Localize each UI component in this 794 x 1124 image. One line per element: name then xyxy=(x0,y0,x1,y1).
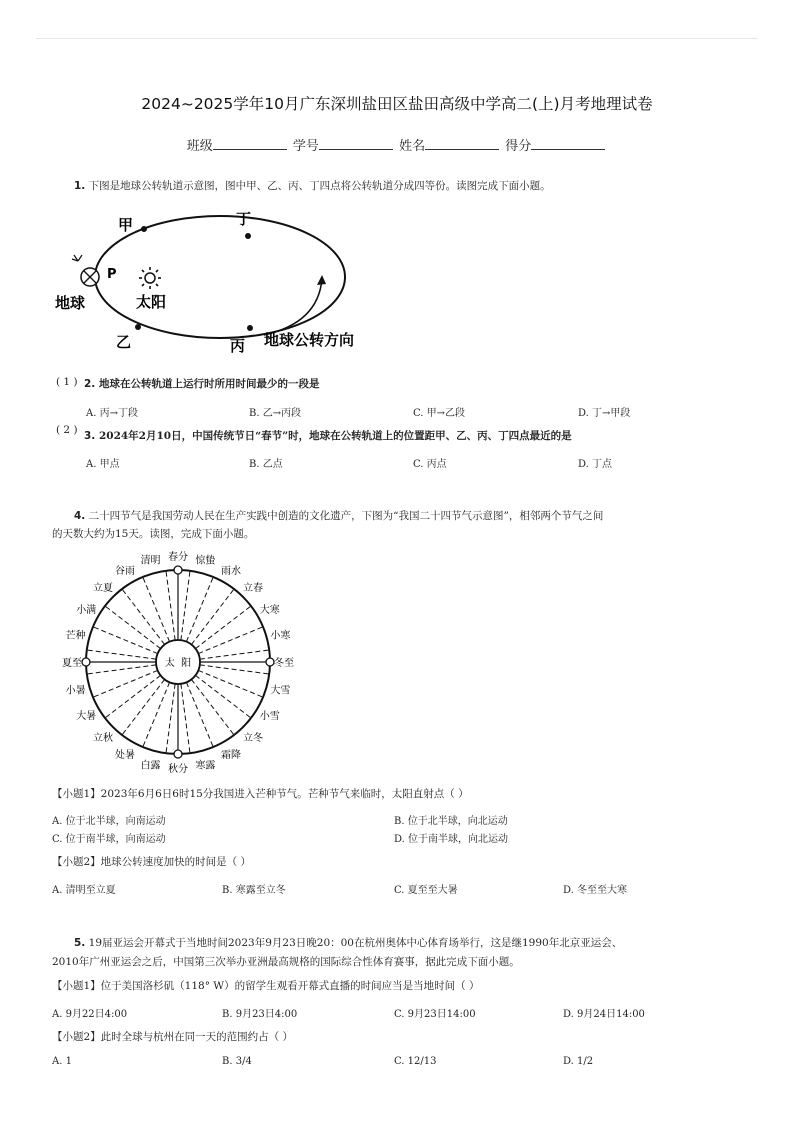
wheel-spoke xyxy=(186,682,213,747)
label-ding: 丁 xyxy=(236,210,252,228)
id-label: 学号 xyxy=(292,139,319,154)
q1-number: 1. xyxy=(74,180,86,192)
q4-s1-option-a[interactable]: A. 位于北半球，向南运动 xyxy=(52,816,166,827)
q1-stem xyxy=(74,177,551,195)
solar-term-label: 霜降 xyxy=(221,749,241,761)
label-yi: 乙 xyxy=(116,333,132,351)
q4-stem-line1 xyxy=(74,507,603,525)
wheel-spoke xyxy=(87,665,156,674)
wheel-spoke xyxy=(93,670,158,697)
id-blank[interactable] xyxy=(319,137,393,150)
q5-s1-stem: 【小题1】位于美国洛杉矶（118° W）的留学生观看开幕式直播的时间应当是当地时间（ ） xyxy=(52,980,480,992)
q3-option-a[interactable]: A. 甲点 xyxy=(86,459,120,470)
q4-s2-option-a[interactable]: A. 清明至立夏 xyxy=(52,885,116,896)
solar-term-label: 秋分 xyxy=(168,764,188,775)
solar-term-label: 冬至 xyxy=(274,658,294,669)
earth-icon xyxy=(72,255,99,286)
wheel-spoke xyxy=(93,627,158,654)
wheel-spoke xyxy=(105,606,161,649)
wheel-spoke xyxy=(195,675,251,718)
point-ding xyxy=(245,233,251,239)
label-direction: 地球公转方向 xyxy=(264,331,355,349)
solar-term-label: 清明 xyxy=(140,555,161,567)
earth-position-marker xyxy=(82,658,90,666)
wheel-spoke xyxy=(195,606,251,649)
wheel-spoke xyxy=(181,571,190,640)
point-yi xyxy=(135,324,141,330)
q4-s1-option-d[interactable]: D. 位于南半球，向北运动 xyxy=(394,834,509,845)
earth-position-marker xyxy=(266,658,274,666)
solar-term-label: 大暑 xyxy=(76,711,97,722)
label-earth: 地球 xyxy=(55,294,86,312)
q4-s1-stem: 【小题1】2023年6月6日6时15分我国进入芒种节气。芒种节气来临时，太阳直射点（ ） xyxy=(52,788,469,800)
q1-text: 下图是地球公转轨道示意图，图中甲、乙、丙、丁四点将公转轨道分成四等份。读图完成下面小题。 xyxy=(88,180,551,192)
q1-sub1-tag: ( 1 ) xyxy=(56,376,78,388)
q4-s2-option-c[interactable]: C. 夏至至大暑 xyxy=(394,885,458,896)
class-blank[interactable] xyxy=(213,137,287,150)
q2-option-b[interactable]: B. 乙→丙段 xyxy=(249,408,302,419)
solar-term-label: 立冬 xyxy=(242,732,263,744)
solar-term-label: 雨水 xyxy=(221,566,241,578)
solar-term-label: 白露 xyxy=(140,760,161,772)
q4-stem-line2: 的天数大约为15天。读图，完成下面小题。 xyxy=(52,528,255,540)
wheel-spoke xyxy=(122,589,165,645)
solar-term-label: 处暑 xyxy=(115,749,135,761)
q5-s1-option-a[interactable]: A. 9月22日4:00 xyxy=(52,1009,128,1020)
q4-s2-option-b[interactable]: B. 寒露至立冬 xyxy=(222,885,286,896)
wheel-spoke xyxy=(105,675,161,718)
wheel-spoke xyxy=(191,589,234,645)
q5-s2-option-d[interactable]: D. 1/2 xyxy=(563,1056,594,1067)
orbit-figure xyxy=(50,205,380,355)
q3-number: 3. xyxy=(84,430,96,442)
solar-term-label: 小满 xyxy=(76,605,97,616)
q2-stem xyxy=(84,375,319,393)
q2-option-a[interactable]: A. 丙→丁段 xyxy=(86,408,138,419)
q4-text1: 二十四节气是我国劳动人民在生产实践中创造的文化遗产，下图为“我国二十四节气示意图”，相邻两个节气之间 xyxy=(88,510,604,522)
q4-s1-option-b[interactable]: B. 位于北半球，向北运动 xyxy=(394,816,508,827)
earth-position-marker xyxy=(174,566,182,574)
q2-option-c[interactable]: C. 甲→乙段 xyxy=(413,408,466,419)
point-jia xyxy=(141,226,147,232)
top-divider xyxy=(36,38,758,39)
label-sun: 太阳 xyxy=(136,293,167,311)
solar-terms-figure xyxy=(50,545,310,780)
q4-s1-option-c[interactable]: C. 位于南半球，向南运动 xyxy=(52,834,166,845)
wheel-spoke xyxy=(198,627,263,654)
q2-number: 2. xyxy=(84,378,96,390)
q5-stem-line1 xyxy=(74,934,622,952)
q3-option-b[interactable]: B. 乙点 xyxy=(249,459,283,470)
q5-text1: 19届亚运会开幕式于当地时间2023年9月23日晚20：00在杭州奥体中心体育场举行，这是继1990年北京亚运会、 xyxy=(88,937,623,949)
solar-term-label: 立春 xyxy=(242,583,263,595)
q3-text: 2024年2月10日，中国传统节日“春节”时，地球在公转轨道上的位置距甲、乙、丙、丁四点最近的是 xyxy=(98,430,572,442)
page-title: 2024~2025学年10月广东深圳盐田区盐田高级中学高二(上)月考地理试卷 xyxy=(141,95,653,113)
label-bing: 丙 xyxy=(230,337,246,355)
name-blank[interactable] xyxy=(425,137,499,150)
class-label: 班级 xyxy=(186,139,213,154)
score-label: 得分 xyxy=(505,139,532,154)
solar-term-label: 小雪 xyxy=(259,711,280,722)
wheel-spoke xyxy=(191,679,234,735)
q5-number: 5. xyxy=(74,937,86,949)
solar-term-label: 小暑 xyxy=(65,685,86,697)
q1-sub2-tag: ( 2 ) xyxy=(56,424,78,436)
q4-s2-stem: 【小题2】地球公转速度加快的时间是（ ） xyxy=(52,856,252,868)
solar-term-label: 春分 xyxy=(168,552,188,563)
q3-option-d[interactable]: D. 丁点 xyxy=(578,459,613,470)
wheel-spoke xyxy=(87,650,156,659)
student-info-line xyxy=(0,135,794,154)
solar-term-label: 小寒 xyxy=(270,630,291,642)
q2-option-d[interactable]: D. 丁→甲段 xyxy=(578,408,631,419)
q3-option-c[interactable]: C. 丙点 xyxy=(413,459,447,470)
wheel-spoke xyxy=(198,670,263,697)
wheel-spoke xyxy=(166,571,175,640)
q5-stem-line2: 2010年广州亚运会之后，中国第三次举办亚洲最高规格的国际综合性体育赛事，据此完成下面小题。 xyxy=(52,956,520,968)
solar-term-label: 大雪 xyxy=(270,685,291,697)
solar-term-label: 立秋 xyxy=(93,732,114,744)
solar-term-label: 夏至 xyxy=(62,658,82,669)
solar-term-label: 惊蛰 xyxy=(195,555,216,567)
earth-position-marker xyxy=(174,750,182,758)
q5-s1-option-d[interactable]: D. 9月24日14:00 xyxy=(563,1009,645,1020)
point-bing xyxy=(247,325,253,331)
q4-s2-option-d[interactable]: D. 冬至至大寒 xyxy=(563,885,628,896)
q5-s2-option-a[interactable]: A. 1 xyxy=(52,1056,72,1067)
sun-icon xyxy=(139,267,161,289)
q5-s1-option-b[interactable]: B. 9月23日4:00 xyxy=(222,1009,298,1020)
orbit-ellipse xyxy=(95,216,345,338)
wheel-spoke xyxy=(186,577,213,642)
wheel-spoke xyxy=(200,665,269,674)
arrow-head-icon xyxy=(317,275,326,285)
wheel-spoke xyxy=(181,684,190,753)
q5-s2-stem: 【小题2】此时全球与杭州在同一天的范围约占（ ） xyxy=(52,1031,294,1043)
wheel-spoke xyxy=(166,684,175,753)
solar-term-label: 大寒 xyxy=(259,605,280,616)
q2-text: 地球在公转轨道上运行时所用时间最少的一段是 xyxy=(98,378,320,390)
solar-term-label: 芒种 xyxy=(65,630,86,642)
wheel-spoke xyxy=(122,679,165,735)
sun-label: 太 阳 xyxy=(164,658,192,669)
wheel-spoke xyxy=(143,682,170,747)
q4-number: 4. xyxy=(74,510,86,522)
q3-stem xyxy=(84,427,572,445)
label-p: P xyxy=(107,267,117,282)
q5-s1-option-c[interactable]: C. 9月23日14:00 xyxy=(394,1009,476,1020)
solar-term-label: 立夏 xyxy=(93,583,114,595)
label-jia: 甲 xyxy=(118,216,134,234)
name-label: 姓名 xyxy=(399,139,426,154)
wheel-spoke xyxy=(143,577,170,642)
q5-s2-option-c[interactable]: C. 12/13 xyxy=(394,1056,437,1067)
q5-s2-option-b[interactable]: B. 3/4 xyxy=(222,1056,252,1067)
solar-term-label: 谷雨 xyxy=(115,566,135,578)
wheel-spoke xyxy=(200,650,269,659)
score-blank[interactable] xyxy=(531,137,605,150)
solar-term-label: 寒露 xyxy=(195,760,216,772)
